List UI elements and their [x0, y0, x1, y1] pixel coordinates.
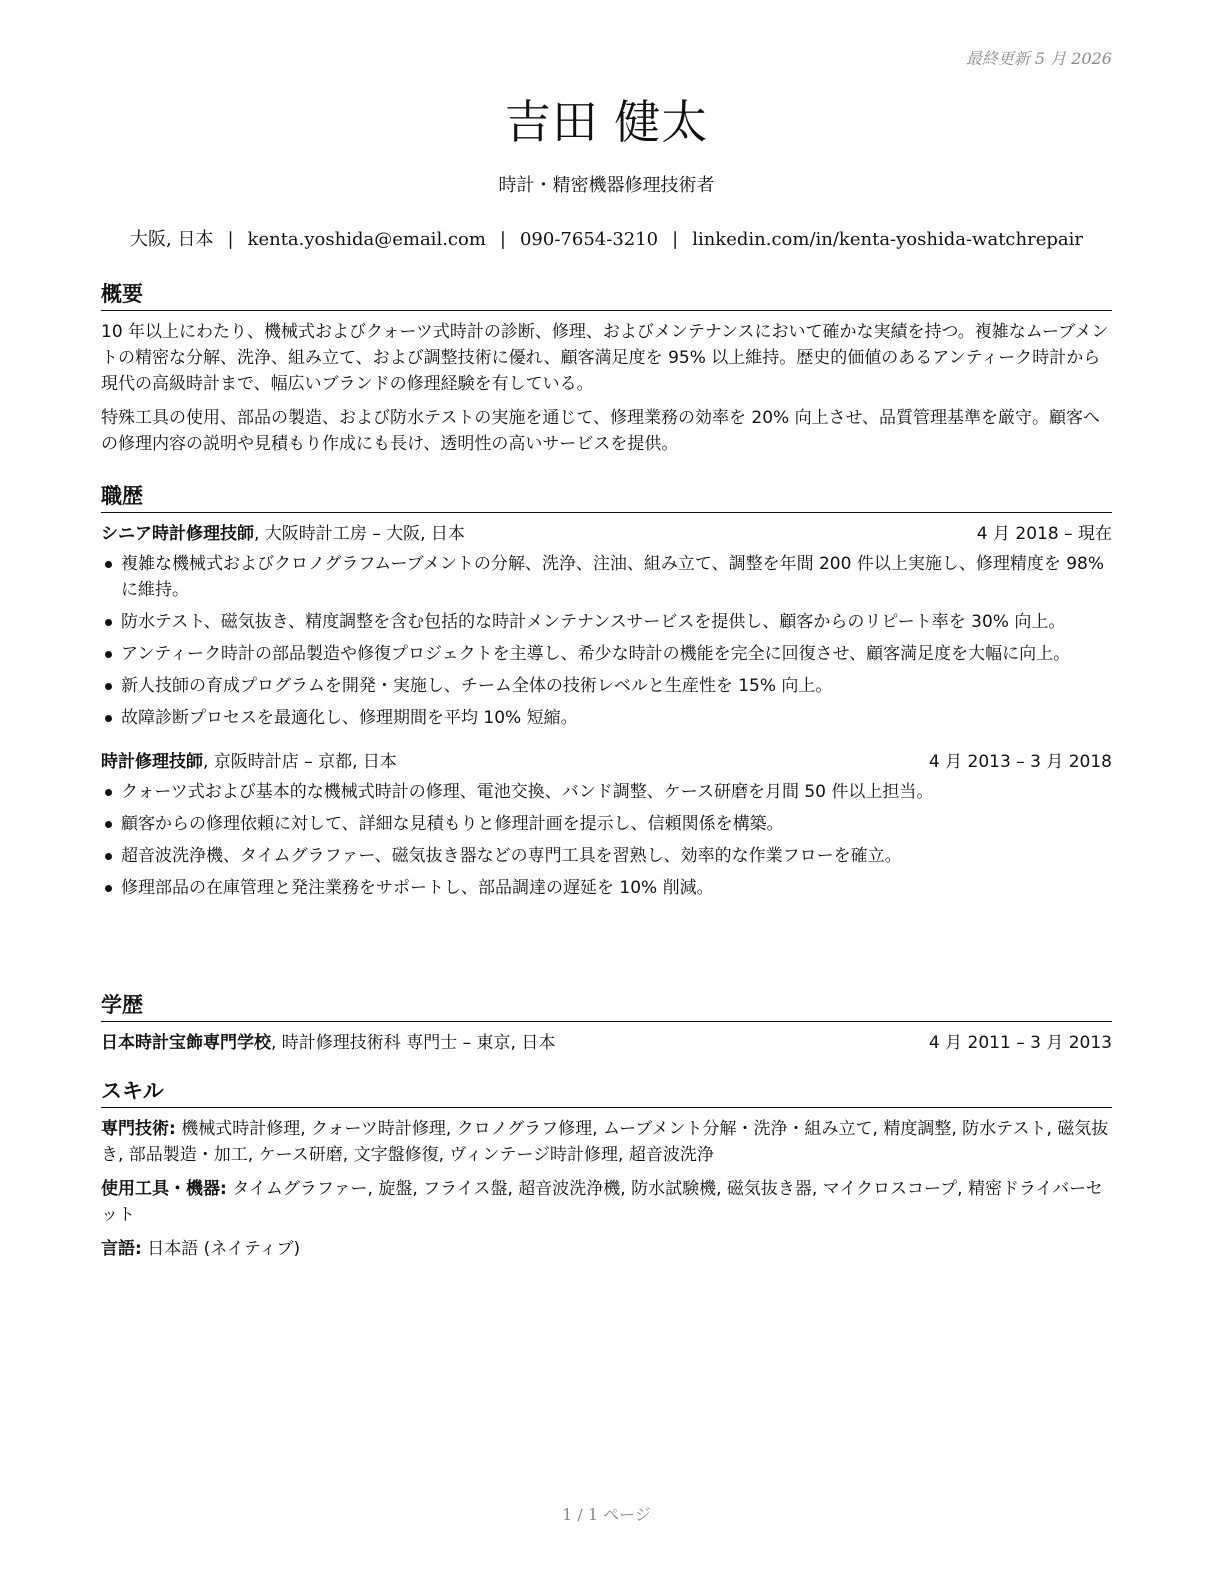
- bullet-item: 修理部品の在庫管理と発注業務をサポートし、部品調達の遅延を 10% 削減。: [101, 875, 1112, 901]
- school-name: 日本時計宝飾専門学校: [101, 1033, 271, 1053]
- job-entry: [101, 521, 1112, 731]
- job-header: [101, 749, 1112, 775]
- job-role: 時計修理技師: [101, 752, 203, 772]
- section-title-education: 学歴: [101, 989, 1112, 1022]
- job-org: , 大阪時計工房 – 大阪, 日本: [254, 524, 465, 544]
- education-detail: , 時計修理技術科 専門士 – 東京, 日本: [271, 1033, 556, 1053]
- candidate-name: 吉田 健太: [504, 95, 709, 149]
- contact-separator: |: [227, 229, 234, 250]
- summary-paragraph: 10 年以上にわたり、機械式およびクォーツ式時計の診断、修理、およびメンテナンスにおいて確かな実績を持つ。複雑なムーブメントの精密な分解、洗浄、組み立て、および調整技術に優れ、顧客満足度を 95% 以上維持。歴史的価値のあるアンティーク時計から現代の高級時計まで、幅広いブランドの修理経験を有している。: [101, 322, 1109, 394]
- bullet-item: 新人技師の育成プログラムを開発・実施し、チーム全体の技術レベルと生産性を 15% 向上。: [101, 673, 1112, 699]
- job-bullets: [101, 779, 1112, 901]
- bullet-item: 複雑な機械式およびクロノグラフムーブメントの分解、洗浄、注油、組み立て、調整を年間 200 件以上実施し、修理精度を 98% に維持。: [101, 551, 1112, 603]
- last-updated: 最終更新 5 月 2026: [965, 49, 1112, 68]
- skill-label: 言語:: [101, 1239, 142, 1259]
- job-bullets: [101, 551, 1112, 731]
- education-entry: [101, 1030, 1112, 1056]
- job-org: , 京阪時計店 – 京都, 日本: [203, 752, 397, 772]
- summary-paragraph: 特殊工具の使用、部品の製造、および防水テストの実施を通じて、修理業務の効率を 20% 向上させ、品質管理基準を厳守。顧客への修理内容の説明や見積もり作成にも長け、透明性の高いサービスを提供。: [101, 408, 1101, 454]
- experience-section: [101, 480, 1112, 907]
- section-title-skills: スキル: [101, 1075, 1112, 1108]
- job-entry: [101, 749, 1112, 901]
- contact-location: 大阪, 日本: [130, 229, 214, 250]
- job-role: シニア時計修理技師: [101, 524, 254, 544]
- section-title-summary: 概要: [101, 278, 1112, 311]
- contact-phone[interactable]: 090-7654-3210: [519, 229, 659, 250]
- skill-value: 機械式時計修理, クォーツ時計修理, クロノグラフ修理, ムーブメント分解・洗浄・組み立て, 精度調整, 防水テスト, 磁気抜き, 部品製造・加工, ケース研磨, 文字盤修復, ヴィンテージ時計修理, 超音波洗浄: [101, 1119, 1109, 1165]
- bullet-item: 防水テスト、磁気抜き、精度調整を含む包括的な時計メンテナンスサービスを提供し、顧客からのリピート率を 30% 向上。: [101, 609, 1112, 635]
- skills-section: [101, 1075, 1112, 1270]
- contact-line: [101, 225, 1112, 251]
- bullet-item: クォーツ式および基本的な機械式時計の修理、電池交換、バンド調整、ケース研磨を月間 50 件以上担当。: [101, 779, 1112, 805]
- skill-line: [101, 1236, 1112, 1262]
- contact-email[interactable]: kenta.yoshida@email.com: [247, 229, 486, 250]
- contact-separator: |: [672, 229, 679, 250]
- contact-linkedin[interactable]: linkedin.com/in/kenta-yoshida-watchrepair: [692, 229, 1083, 250]
- bullet-item: アンティーク時計の部品製造や修復プロジェクトを主導し、希少な時計の機能を完全に回復させ、顧客満足度を大幅に向上。: [101, 641, 1112, 667]
- skill-line: [101, 1116, 1112, 1168]
- skill-value: タイムグラファー, 旋盤, フライス盤, 超音波洗浄機, 防水試験機, 磁気抜き器, マイクロスコープ, 精密ドライバーセット: [101, 1179, 1103, 1225]
- page-number-footer: 1 / 1 ページ: [562, 1505, 651, 1524]
- skill-label: 使用工具・機器:: [101, 1179, 227, 1199]
- job-dates: 4 月 2013 – 3 月 2018: [928, 752, 1112, 772]
- bullet-item: 超音波洗浄機、タイムグラファー、磁気抜き器などの専門工具を習熟し、効率的な作業フローを確立。: [101, 843, 1112, 869]
- contact-separator: |: [499, 229, 506, 250]
- skill-line: [101, 1176, 1112, 1228]
- bullet-item: 故障診断プロセスを最適化し、修理期間を平均 10% 短縮。: [101, 705, 1112, 731]
- summary-section: [101, 278, 1112, 465]
- job-dates: 4 月 2018 – 現在: [976, 524, 1112, 544]
- education-dates: 4 月 2011 – 3 月 2013: [928, 1033, 1112, 1053]
- skill-label: 専門技術:: [101, 1119, 176, 1139]
- resume-page: [101, 0, 1112, 1584]
- job-header: [101, 521, 1112, 547]
- headline: 時計・精密機器修理技術者: [498, 175, 715, 196]
- section-title-experience: 職歴: [101, 480, 1112, 513]
- education-section: [101, 989, 1112, 1056]
- bullet-item: 顧客からの修理依頼に対して、詳細な見積もりと修理計画を提示し、信頼関係を構築。: [101, 811, 1112, 837]
- skill-value: 日本語 (ネイティブ): [141, 1239, 301, 1259]
